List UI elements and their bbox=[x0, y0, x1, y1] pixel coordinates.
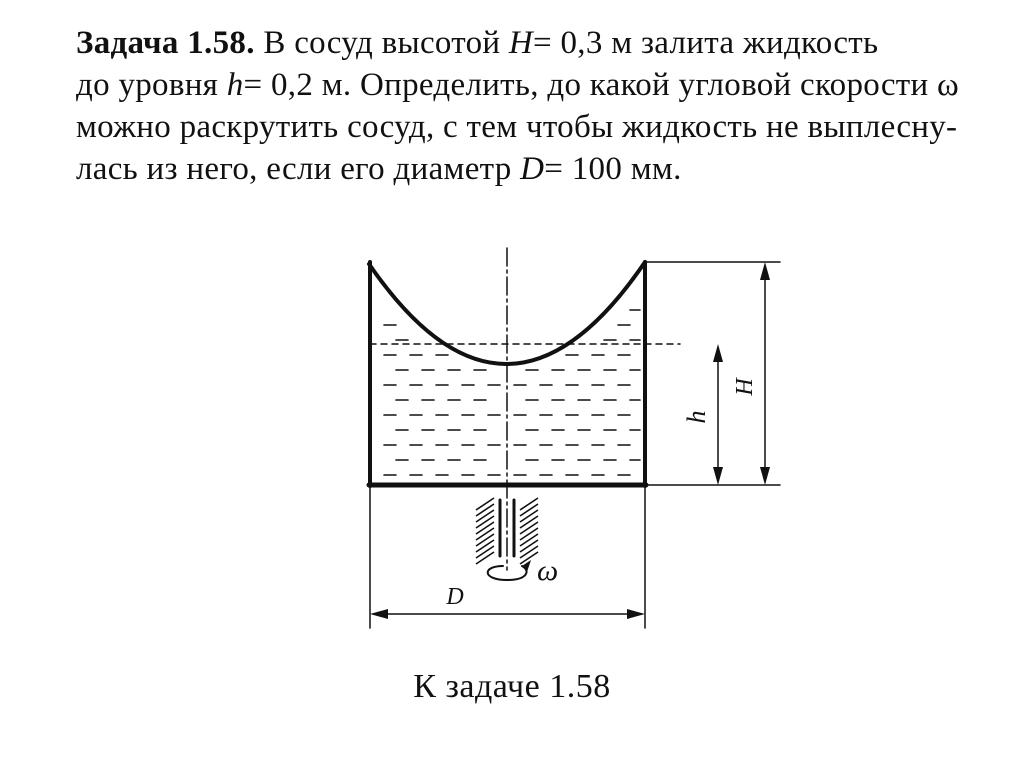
bearing-hatch bbox=[520, 546, 538, 558]
D-arrow-left bbox=[370, 609, 388, 619]
variable-D: D bbox=[520, 151, 545, 187]
value-H: = 0,3 bbox=[533, 25, 603, 61]
bearing-hatch bbox=[476, 552, 494, 564]
problem-text: мм. bbox=[630, 151, 682, 187]
D-label: D bbox=[446, 584, 464, 610]
bearing-hatch bbox=[520, 534, 538, 546]
liquid-hatching bbox=[384, 310, 640, 475]
bearing-hatch bbox=[476, 510, 494, 522]
h-label: h bbox=[682, 410, 711, 424]
bearing-hatch bbox=[476, 546, 494, 558]
bearing-hatch bbox=[476, 504, 494, 516]
problem-text: м. Определить, до какой угловой скорости ω bbox=[321, 67, 960, 103]
bearing-hatch bbox=[476, 516, 494, 528]
H-arrow-bottom bbox=[760, 467, 770, 485]
bearing-hatch bbox=[520, 504, 538, 516]
h-arrow-top bbox=[713, 344, 723, 362]
figure-caption: К задаче 1.58 bbox=[413, 668, 611, 705]
H-label: H bbox=[732, 378, 758, 396]
bearing-hatch bbox=[476, 534, 494, 546]
bearing-hatch bbox=[520, 516, 538, 528]
bearing-hatch bbox=[476, 528, 494, 540]
bearing-hatch bbox=[520, 522, 538, 534]
D-arrow-right bbox=[627, 609, 645, 619]
value-D: = 100 bbox=[544, 151, 623, 187]
problem-text: В сосуд высотой bbox=[263, 25, 501, 61]
H-arrow-top bbox=[760, 262, 770, 280]
problem-text: до уровня bbox=[76, 67, 219, 103]
bearing-hatch bbox=[520, 540, 538, 552]
variable-H: H bbox=[508, 25, 534, 61]
value-h: = 0,2 bbox=[243, 67, 314, 103]
bearing-hatch bbox=[476, 540, 494, 552]
problem-line-3: можно раскрутить сосуд, с тем чтобы жидкость не выплесну- bbox=[76, 109, 958, 145]
omega-label: ω bbox=[537, 554, 559, 587]
variable-h: h bbox=[226, 67, 244, 103]
bearing-hatch bbox=[520, 498, 538, 510]
h-arrow-bottom bbox=[713, 467, 723, 485]
bearing-hatch bbox=[476, 522, 494, 534]
bearing-hatch bbox=[520, 510, 538, 522]
bearing-hatch bbox=[476, 498, 494, 510]
problem-text: м залита жидкость bbox=[611, 25, 879, 61]
problem-text: лась из него, если его диаметр bbox=[76, 151, 512, 187]
problem-label: Задача 1.58. bbox=[76, 25, 255, 61]
bearing-hatch bbox=[520, 528, 538, 540]
